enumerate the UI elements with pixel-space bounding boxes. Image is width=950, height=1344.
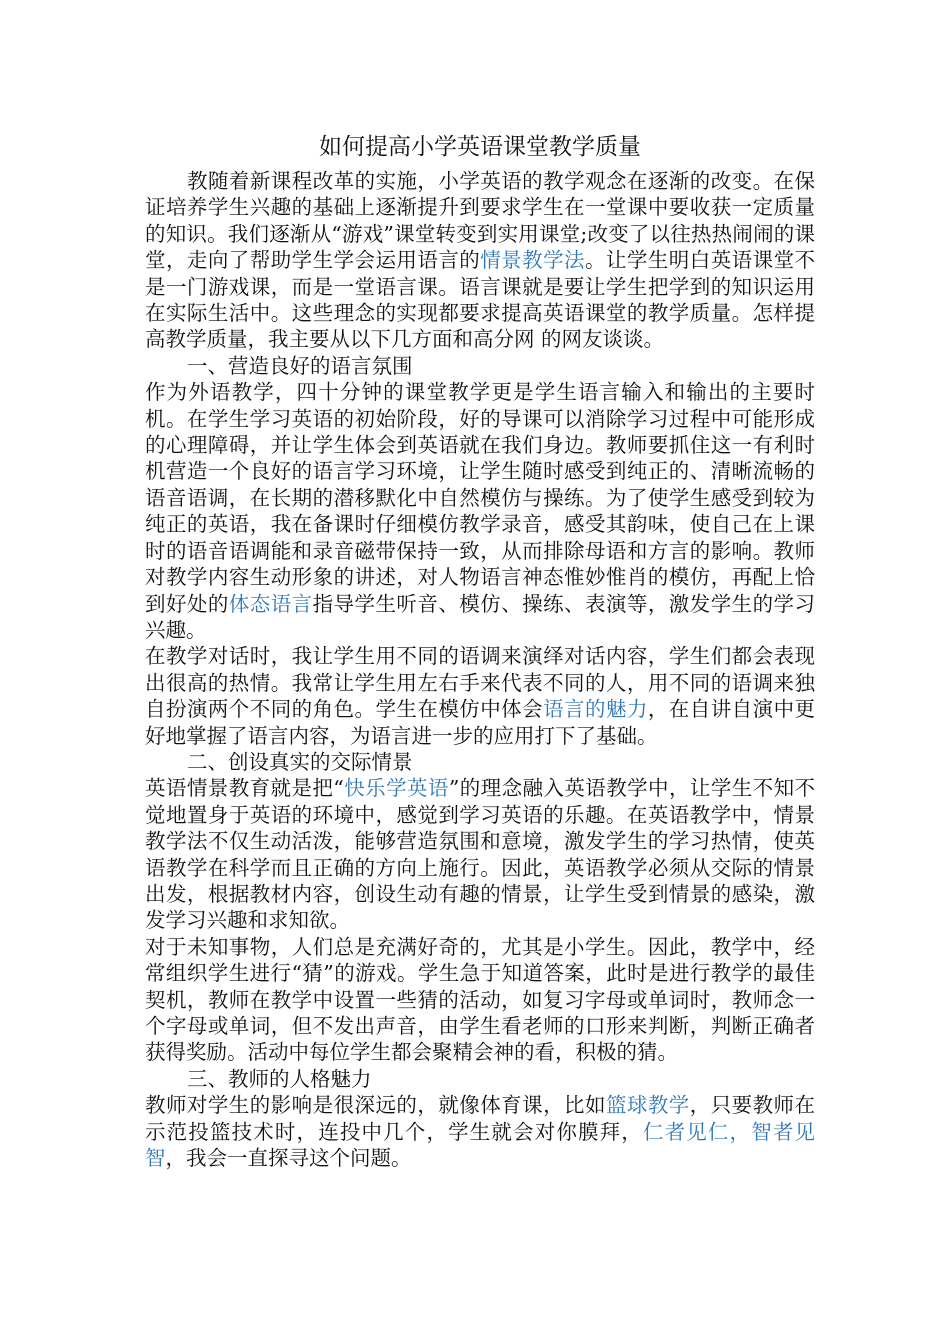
intro-paragraph <box>145 168 815 353</box>
section2-p1-text-2: ”的理念融入英语教学中，让学生不知不觉地置身于英语的环境中，感觉到学习英语的乐趣。在英语教学中，情景教学法不仅生动活泼，能够营造氛围和意境，激发学生的学习热情，使英语教学在科学而且正确的方向上施行。因此，英语教学必须从交际的情景出发，根据教材内容，创设生动有趣的情景，让学生受到情景的感染，激发学习兴趣和求知欲。 <box>145 776 816 933</box>
document-body <box>145 132 815 1171</box>
link-happy-english[interactable]: 快乐学英语 <box>343 776 449 801</box>
document-title: 如何提高小学英语课堂教学质量 <box>319 134 641 160</box>
link-basketball-teaching[interactable]: 篮球教学 <box>605 1093 690 1118</box>
section2-heading: 二、创设真实的交际情景 <box>187 749 413 774</box>
section3-p1-text-2: ，只要教师在示范投篮技术时，连投中几个，学生就会对你膜拜， <box>145 1093 816 1144</box>
section3-paragraph1 <box>145 1092 815 1171</box>
section2-paragraph2: 对于未知事物，人们总是充满好奇的，尤其是小学生。因此，教学中，经常组织学生进行“猜”的游戏。学生急于知道答案，此时是进行教学的最佳契机，教师在教学中设置一些猜的活动，如复习字母或单词时，教师念一个字母或单词，但不发出声音，由学生看老师的口形来判断，判断正确者获得奖励。活动中每位学生都会聚精会神的看，积极的猜。 <box>145 934 815 1065</box>
intro-text-2: 。让学生明白英语课堂不是一门游戏课，而是一堂语言课。语言课就是要让学生把学到的知识运用在实际生活中。这些理念的实现都要求提高英语课堂的教学质量。怎样提高教学质量，我主要从以下几方面和高分网 的网友谈谈。 <box>145 248 816 352</box>
section3-heading: 三、教师的人格魅力 <box>187 1066 372 1091</box>
section1-paragraph1 <box>145 379 815 643</box>
section2-p1-text-1: 英语情景教育就是把“ <box>145 776 344 801</box>
link-charm-of-language[interactable]: 语言的魅力 <box>543 697 648 722</box>
link-idiom[interactable]: 仁者见仁，智者见智 <box>145 1119 816 1171</box>
section1-p1-text-1: 作为外语教学，四十分钟的课堂教学更是学生语言输入和输出的主要时机。在学生学习英语的初始阶段，好的导课可以消除学习过程中可能形成的心理障碍，并让学生体会到英语就在我们身边。教师要抓住这一有利时机营造一个良好的语言学习环境，让学生随时感受到纯正的、清晰流畅的语音语调，在长期的潜移默化中自然模仿与操练。为了使学生感受到较为纯正的英语，我在备课时仔细模仿教学录音，感受其韵味，使自己在上课时的语音语调能和录音磁带保持一致，从而排除母语和方言的影响。教师对教学内容生动形象的讲述，对人物语言神态惟妙惟肖的模仿，再配上恰到好处的 <box>145 380 815 616</box>
intro-text-1: 教随着新课程改革的实施，小学英语的教学观念在逐渐的改变。在保证培养学生兴趣的基础上逐渐提升到要求学生在一堂课中要收获一定质量的知识。我们逐渐从“游戏”课堂转变到实用课堂;改变了以往热热闹闹的课堂，走向了帮助学生学会运用语言的 <box>145 169 815 273</box>
section3-p1-text-1: 教师对学生的影响是很深远的，就像体育课，比如 <box>145 1093 606 1118</box>
section1-p2-text-1: 在教学对话时，我让学生用不同的语调来演绎对话内容，学生们都会表现出很高的热情。我常让学生用左右手来代表不同的人，用不同的语调来独自扮演两个不同的角色。学生在模仿中体会 <box>145 644 815 722</box>
link-scenario-teaching[interactable]: 情景教学法 <box>480 248 585 273</box>
section1-p1-text-2: 指导学生听音、模仿、操练、表演等，激发学生的学习兴趣。 <box>145 591 816 642</box>
link-body-language[interactable]: 体态语言 <box>228 591 313 616</box>
section2-paragraph1 <box>145 775 815 933</box>
section1-paragraph2 <box>145 643 815 749</box>
section3-p1-text-3: ，我会一直探寻这个问题。 <box>165 1146 412 1171</box>
section1-p2-text-2: ，在自讲自演中更好地掌握了语言内容，为语言进一步的应用打下了基础。 <box>145 697 816 748</box>
section1-heading: 一、营造良好的语言氛围 <box>187 353 413 378</box>
